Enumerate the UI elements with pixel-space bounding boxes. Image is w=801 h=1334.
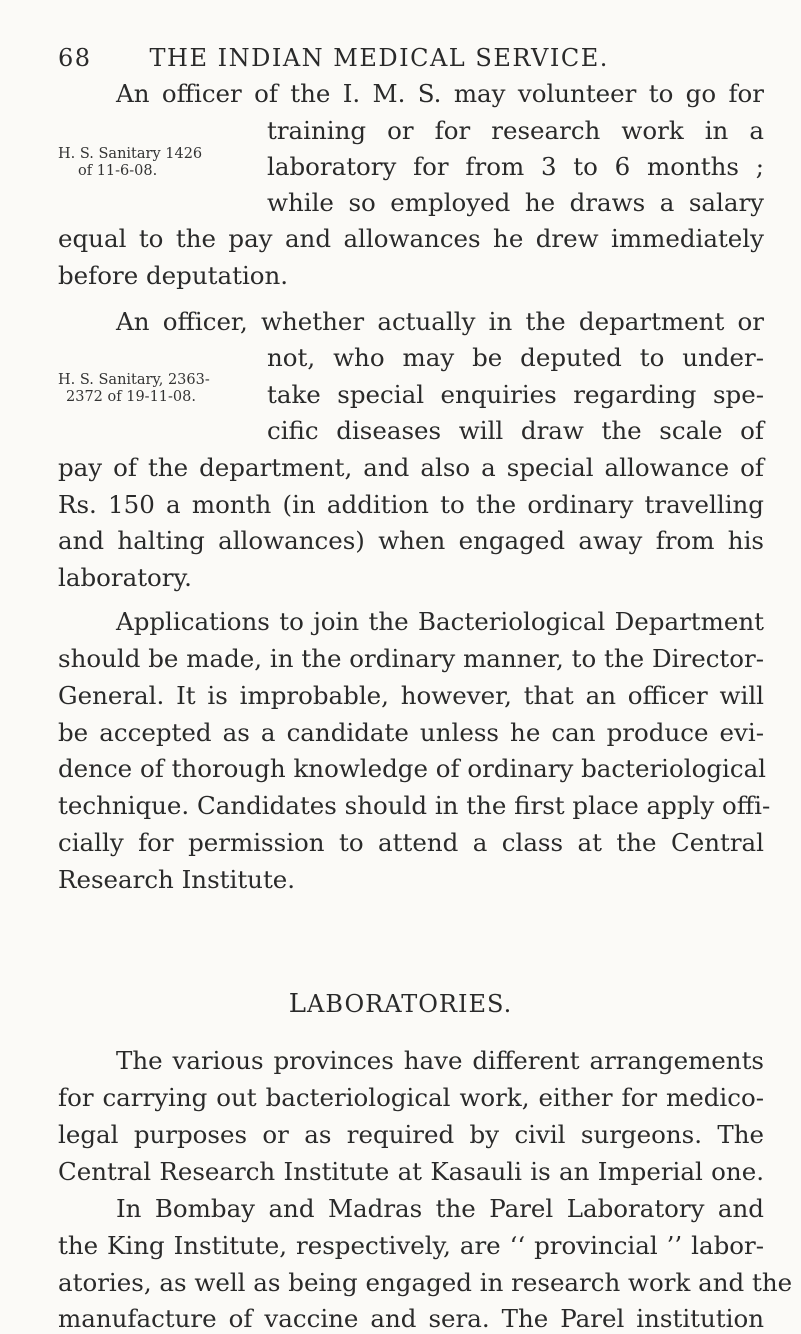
text-line: technique. Candidates should in the first place apply offi- (58, 791, 771, 820)
text-line: take special enquiries regarding spe- (267, 380, 764, 409)
text-line: the King Institute, respectively, are ‘‘ provincial ’’ labor- (58, 1231, 764, 1260)
text-line: should be made, in the ordinary manner, to the Director- (58, 644, 764, 673)
page-number: 68 (58, 44, 92, 72)
text-line: Research Institute. (58, 865, 296, 894)
text-line: laboratory. (58, 563, 192, 592)
text-line: General. It is improbable, however, that an officer will (58, 681, 764, 710)
text-line: cific diseases will draw the scale of (267, 416, 764, 445)
text-line: Applications to join the Bacteriological Department (116, 607, 764, 636)
text-line: equal to the pay and allowances he drew immediately (58, 224, 764, 253)
running-title: THE INDIAN MEDICAL SERVICE. (149, 44, 609, 72)
text-line: while so employed he draws a salary (267, 188, 764, 217)
text-line: Rs. 150 a month (in addition to the ordinary travelling (58, 490, 764, 519)
text-line: In Bombay and Madras the Parel Laboratory and (116, 1194, 764, 1223)
text-line: The various provinces have different arrangements (116, 1046, 764, 1075)
text-line: and halting allowances) when engaged away from his (58, 526, 764, 555)
margin-note: H. S. Sanitary 1426 of 11-6-08. (58, 146, 203, 179)
text-line: before deputation. (58, 261, 289, 290)
text-line: pay of the department, and also a special allowance of (58, 453, 764, 482)
text-line: laboratory for from 3 to 6 months ; (267, 152, 764, 181)
text-line: manufacture of vaccine and sera. The Parel institution (58, 1304, 764, 1333)
section-heading: LABORATORIES. (288, 989, 513, 1019)
text-line: atories, as well as being engaged in research work and the (58, 1268, 793, 1297)
text-line: An officer, whether actually in the department or (116, 307, 764, 336)
text-line: cially for permission to attend a class at the Central (58, 828, 764, 857)
text-line: legal purposes or as required by civil surgeons. The (58, 1120, 764, 1149)
text-line: be accepted as a candidate unless he can produce evi- (58, 718, 764, 747)
text-line: dence of thorough knowledge of ordinary bacteriological (58, 754, 767, 783)
text-line: Central Research Institute at Kasauli is an Imperial one. (58, 1157, 764, 1186)
margin-note: H. S. Sanitary, 2363- 2372 of 19-11-08. (58, 372, 210, 405)
text-line: for carrying out bacteriological work, either for medico- (58, 1083, 764, 1112)
text-line: training or for research work in a (267, 116, 764, 145)
text-line: An officer of the I. M. S. may volunteer to go for (116, 79, 764, 108)
running-header (58, 44, 781, 72)
text-line: not, who may be deputed to under- (267, 343, 764, 372)
